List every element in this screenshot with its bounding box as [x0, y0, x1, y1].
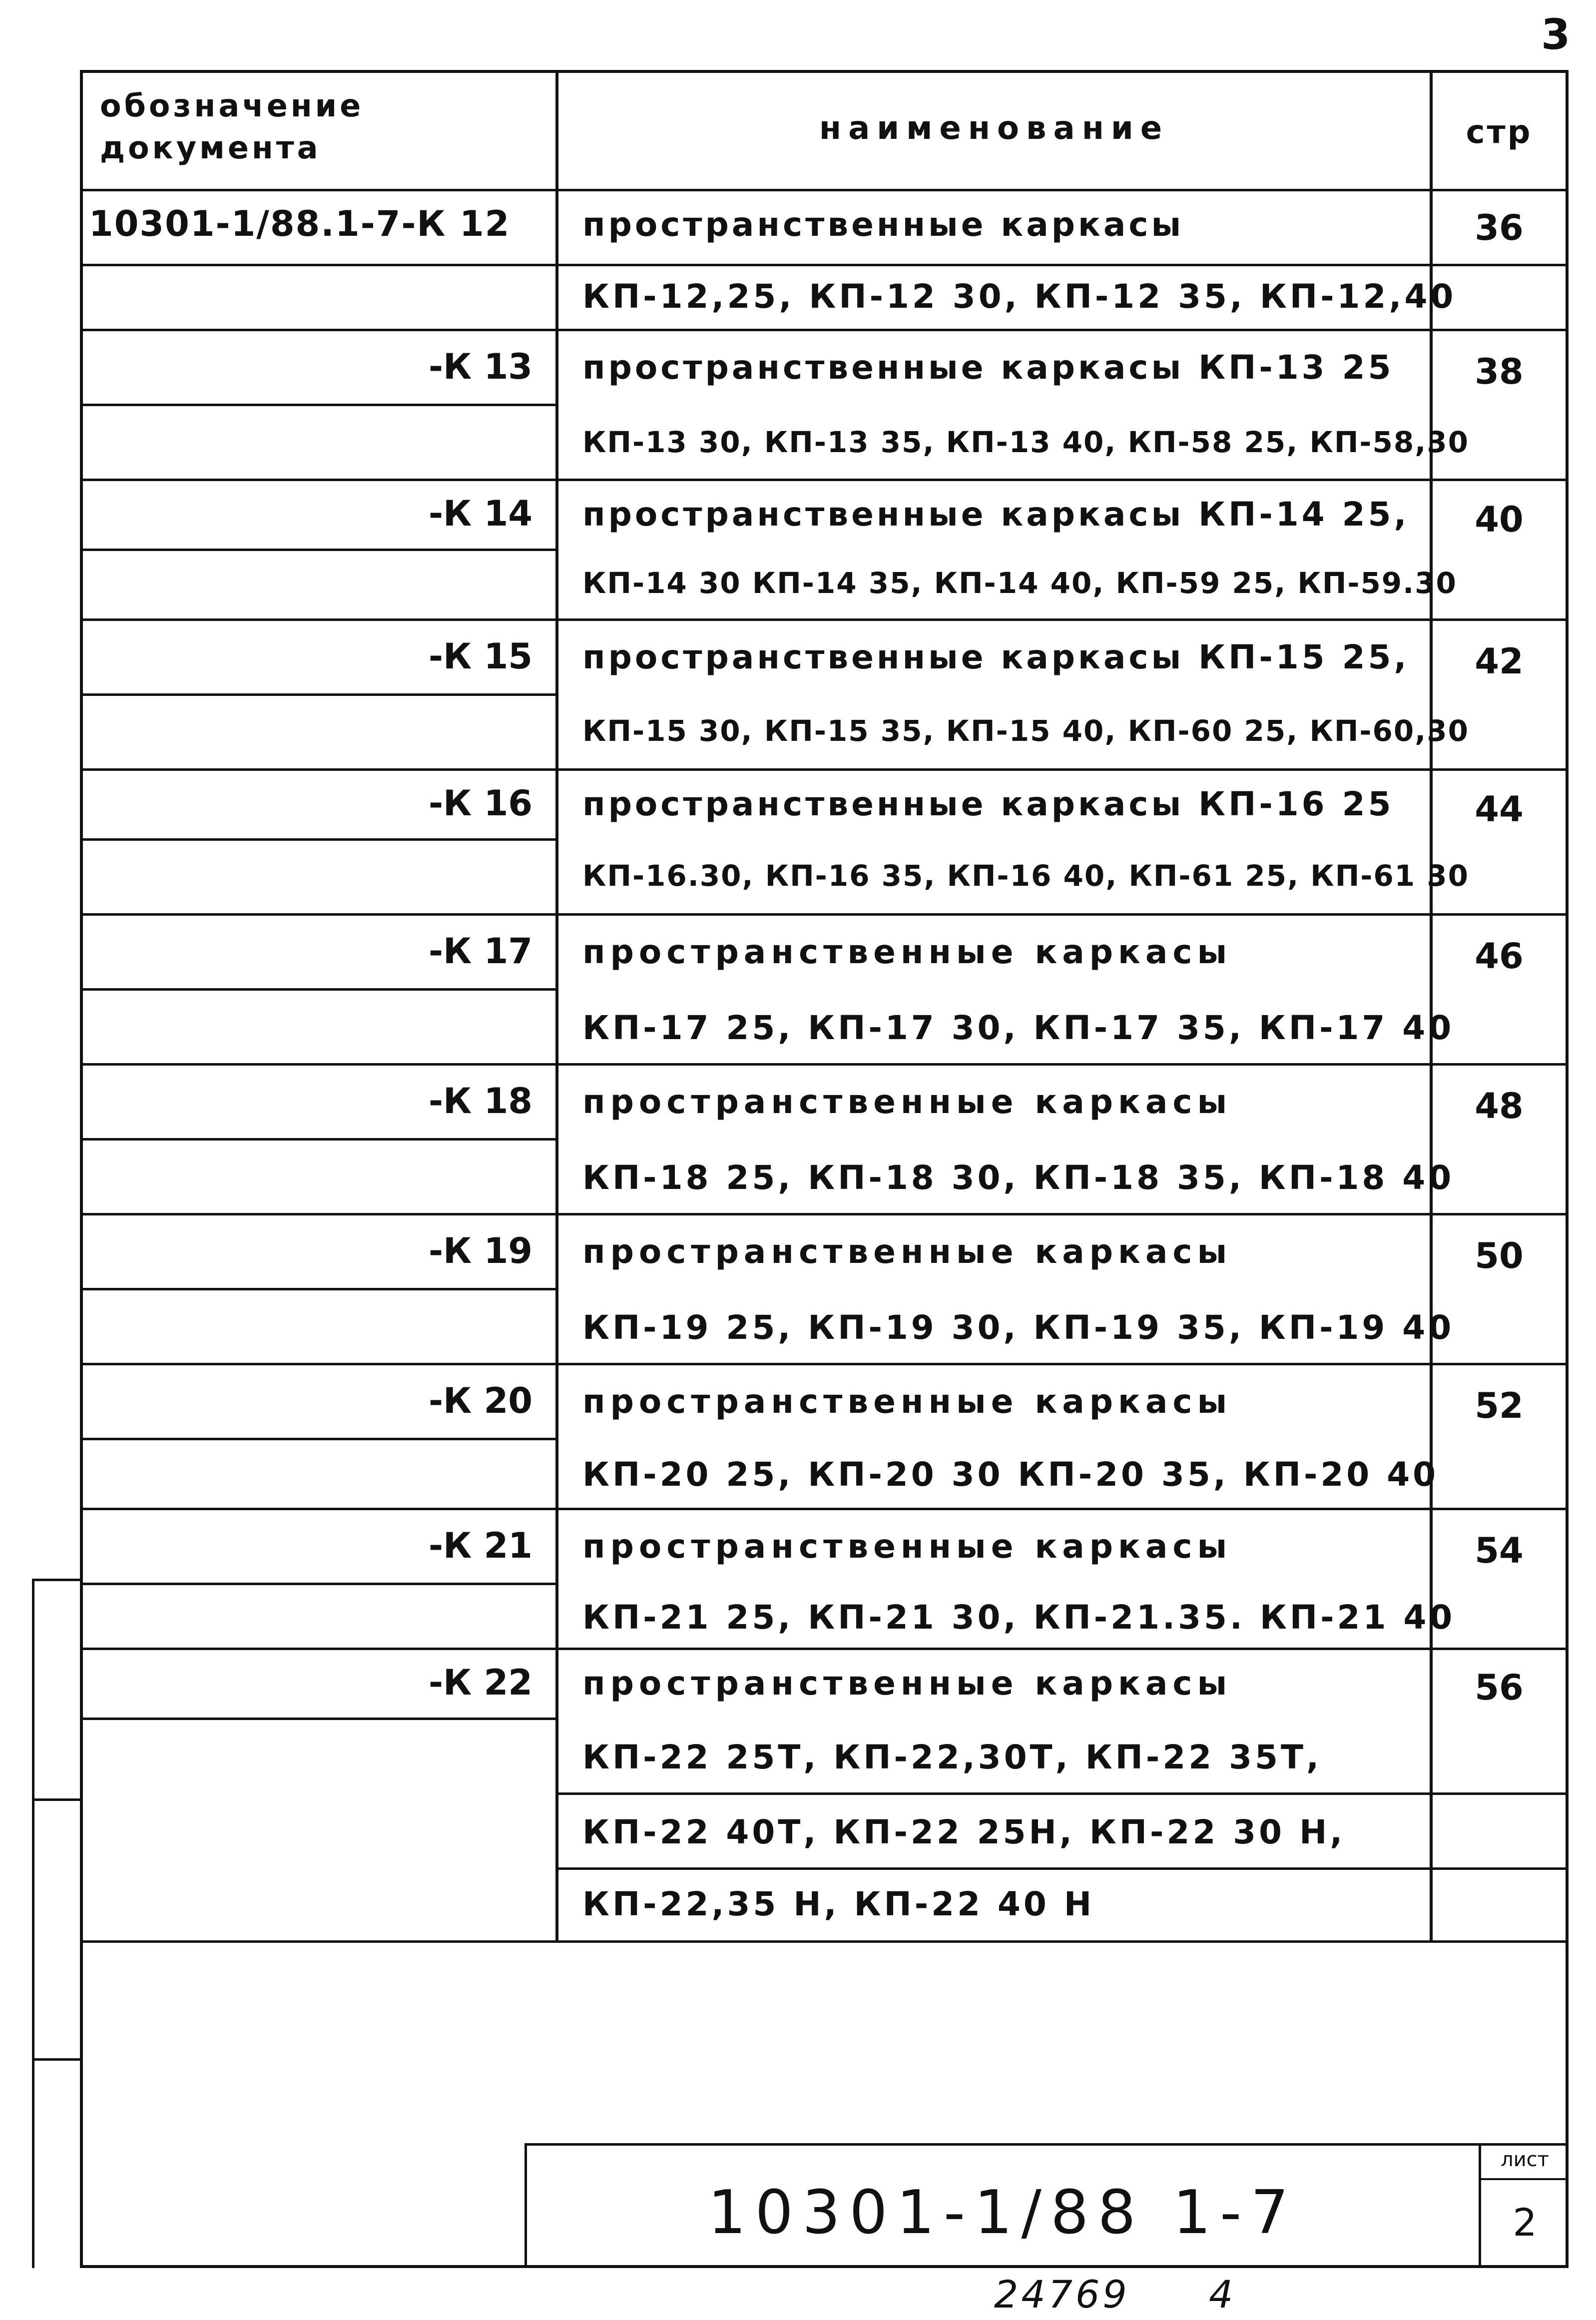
table-row	[83, 1365, 1566, 1440]
table-row	[83, 841, 1566, 916]
inventory-sheet: 4	[1209, 2272, 1233, 2317]
table-row	[83, 696, 1566, 771]
table-row	[83, 1141, 1566, 1215]
binding-margin-line	[32, 1579, 34, 2268]
table-row	[83, 406, 1566, 481]
row-name: пространственные каркасы КП-13 25	[582, 348, 1394, 387]
table-row	[83, 191, 1566, 266]
row-designation: -К 22	[428, 1662, 532, 1703]
binding-margin-tick	[32, 1798, 82, 1801]
row-designation: -К 19	[428, 1230, 532, 1271]
table-row	[83, 1585, 1566, 1650]
table-row	[83, 916, 1566, 991]
row-designation: -К 15	[428, 636, 532, 677]
row-name: КП-19 25, КП-19 30, КП-19 35, КП-19 40	[582, 1308, 1455, 1347]
row-page: 42	[1475, 641, 1524, 682]
table-row	[83, 1066, 1566, 1141]
table-bottom-rule	[80, 1940, 1569, 1943]
row-page: 36	[1475, 207, 1524, 248]
table-row	[83, 551, 1566, 621]
table-row	[83, 1440, 1566, 1510]
table-row	[83, 1795, 1566, 1870]
row-name: пространственные каркасы КП-15 25,	[582, 638, 1410, 676]
page-number: 3	[1541, 10, 1571, 59]
binding-margin-tick	[32, 1579, 82, 1581]
table-row	[83, 1290, 1566, 1365]
table-row	[83, 621, 1566, 696]
row-name: КП-20 25, КП-20 30 КП-20 35, КП-20 40	[582, 1455, 1439, 1494]
row-page: 38	[1475, 351, 1524, 392]
binding-margin-tick	[32, 2058, 82, 2061]
row-name: КП-15 30, КП-15 35, КП-15 40, КП-60 25, КП-60,30	[582, 714, 1469, 748]
row-name: КП-21 25, КП-21 30, КП-21.35. КП-21 40	[582, 1598, 1456, 1637]
row-page: 54	[1475, 1530, 1524, 1571]
row-page: 48	[1475, 1086, 1524, 1127]
row-page: 52	[1475, 1385, 1524, 1426]
row-designation: -К 20	[428, 1380, 532, 1421]
table-row	[83, 1720, 1566, 1795]
row-name: КП-13 30, КП-13 35, КП-13 40, КП-58 25, КП-58,30	[582, 425, 1469, 459]
row-page: 44	[1475, 789, 1524, 830]
table-row	[83, 771, 1566, 841]
table-row	[83, 1510, 1566, 1585]
sheet-cell-divider	[1479, 2178, 1569, 2180]
row-page: 56	[1475, 1667, 1524, 1708]
header-designation-line2: документа	[100, 129, 321, 166]
row-page: 50	[1475, 1235, 1524, 1276]
header-designation	[100, 85, 539, 169]
row-designation: -К 13	[428, 346, 532, 387]
row-name: КП-22 40Т, КП-22 25Н, КП-22 30 Н,	[582, 1813, 1346, 1851]
row-name: пространственные каркасы	[582, 1664, 1232, 1703]
row-name: пространственные каркасы	[582, 1527, 1232, 1566]
row-name: КП-14 30 КП-14 35, КП-14 40, КП-59 25, КП-59.30	[582, 566, 1457, 600]
table-row	[83, 266, 1566, 331]
row-designation: -К 17	[428, 931, 532, 972]
sheet-number: 2	[1513, 2200, 1537, 2245]
header-designation-line1: обозначение	[100, 87, 364, 124]
row-designation: 10301-1/88.1-7-К 12	[89, 203, 511, 244]
document-code: 10301-1/88 1-7	[708, 2178, 1298, 2248]
row-page: 46	[1475, 936, 1524, 977]
row-name: КП-12,25, КП-12 30, КП-12 35, КП-12,40	[582, 277, 1457, 316]
row-name: КП-17 25, КП-17 30, КП-17 35, КП-17 40	[582, 1009, 1455, 1047]
row-name: пространственные каркасы	[582, 205, 1184, 244]
table-row	[83, 331, 1566, 406]
row-designation: -К 18	[428, 1081, 532, 1122]
row-name: КП-22 25Т, КП-22,30Т, КП-22 35Т,	[582, 1738, 1322, 1776]
row-designation: -К 14	[428, 493, 532, 534]
table-row	[83, 991, 1566, 1066]
row-name: пространственные каркасы	[582, 933, 1232, 971]
row-name: пространственные каркасы	[582, 1232, 1232, 1271]
table-row	[83, 1870, 1566, 1940]
header-page: стр	[1466, 114, 1533, 151]
row-designation: -К 21	[428, 1525, 532, 1566]
row-name: пространственные каркасы КП-16 25	[582, 785, 1394, 823]
row-name: пространственные каркасы	[582, 1382, 1232, 1421]
table-row	[83, 1650, 1566, 1720]
row-name: пространственные каркасы	[582, 1083, 1232, 1121]
title-block-border	[525, 2143, 1569, 2146]
row-name: КП-16.30, КП-16 35, КП-16 40, КП-61 25, КП-61 30	[582, 859, 1469, 893]
table-row	[83, 1215, 1566, 1290]
row-name: КП-22,35 Н, КП-22 40 Н	[582, 1885, 1095, 1923]
sheet-label: лист	[1501, 2148, 1549, 2171]
table-row	[83, 481, 1566, 551]
row-page: 40	[1475, 499, 1524, 540]
frame-right-border	[1566, 70, 1569, 2268]
frame-bottom-border	[80, 2265, 1569, 2268]
frame-top-border	[80, 70, 1569, 73]
row-name: КП-18 25, КП-18 30, КП-18 35, КП-18 40	[582, 1159, 1455, 1197]
header-name: наименование	[819, 110, 1169, 147]
row-name: пространственные каркасы КП-14 25,	[582, 495, 1410, 534]
row-designation: -К 16	[428, 783, 532, 824]
inventory-number: 24769	[994, 2272, 1130, 2317]
